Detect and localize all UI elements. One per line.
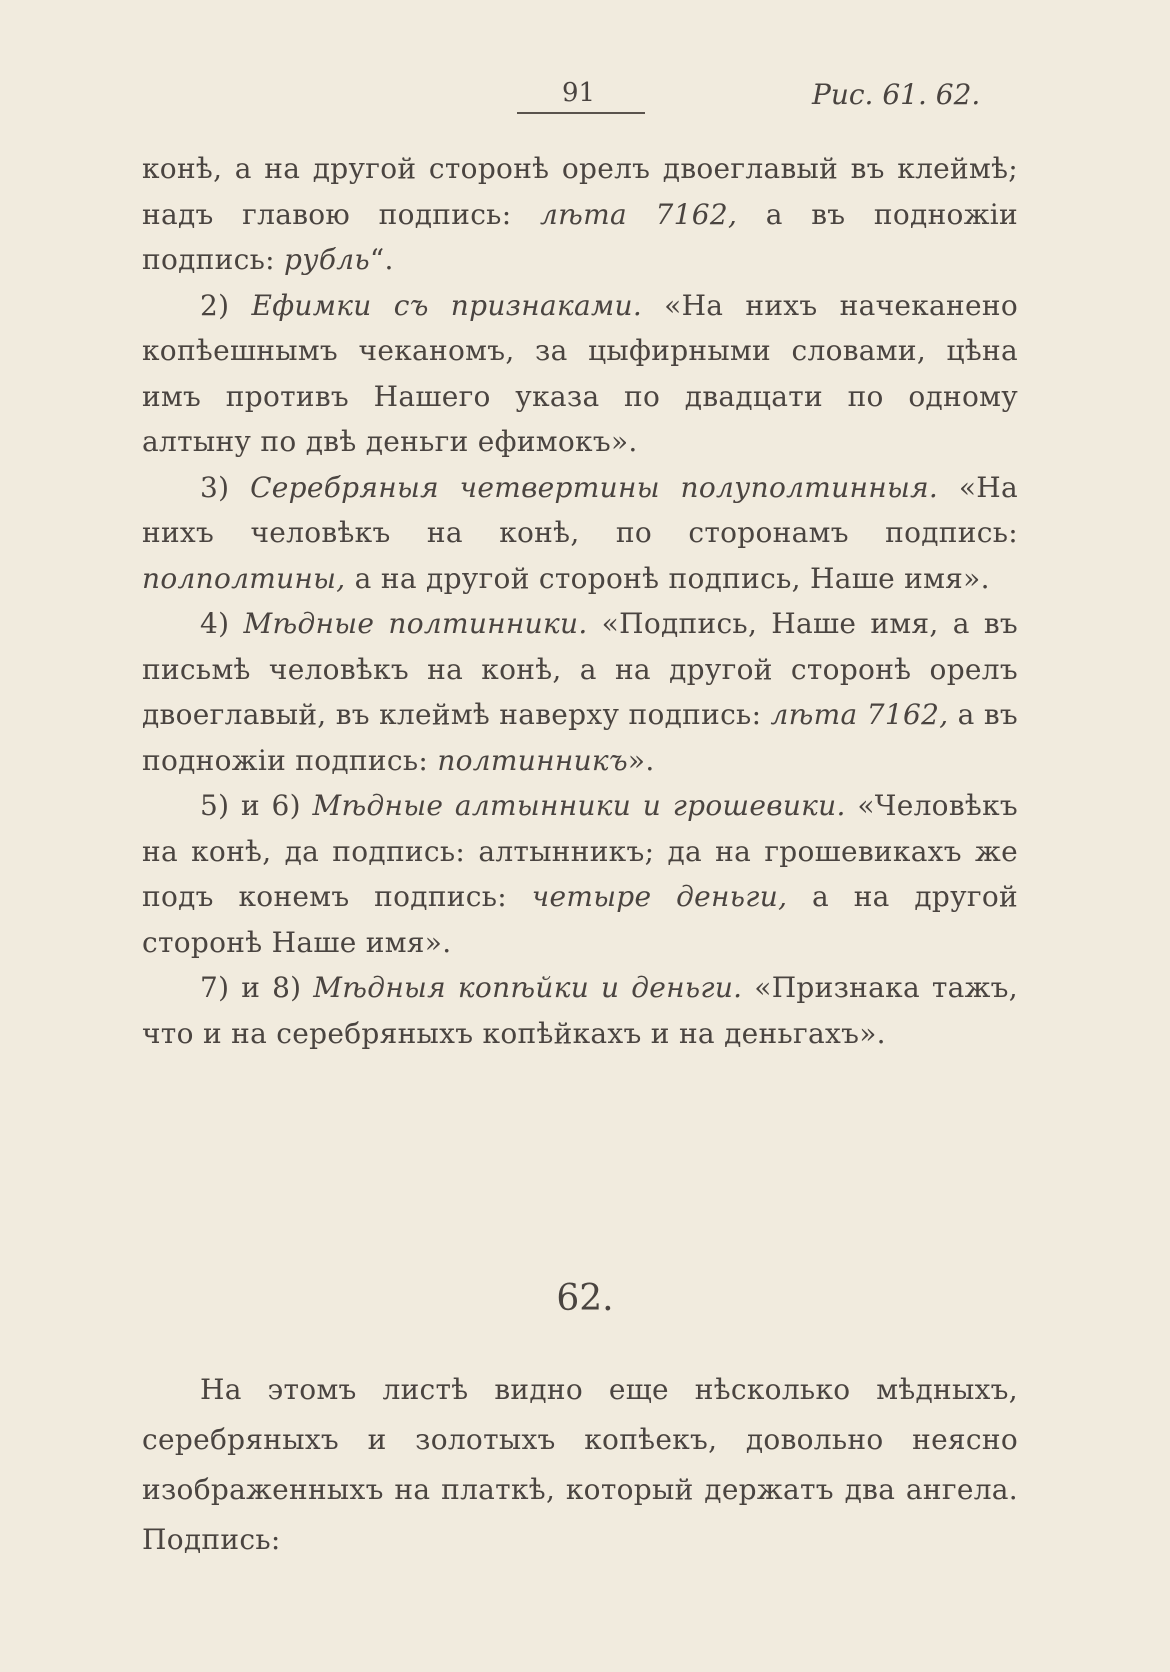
paragraph-2: 2) Ефимки съ признаками. «На нихъ начеканено копѣешнымъ чеканомъ, за цыфирными словами, цѣна имъ противъ Нашего указа по двадцати по одному алтыну по двѣ деньги ефимокъ». [142,288,1018,458]
paragraph-4: 4) Мѣдные полтинники. «Подпись, Наше имя, а въ письмѣ человѣкъ на конѣ, а на другой сторонѣ орелъ двоеглавый, въ клеймѣ наверху подпись: лѣта 7162, а въ подножіи подпись: полтинникъ». [142,607,1019,777]
paragraph-6: 7) и 8) Мѣдныя копѣйки и деньги. «Признака тажъ, что и на серебряныхъ копѣйкахъ и на деньгахъ». [142,971,1018,1050]
section-paragraph: На этомъ листѣ видно еще нѣсколько мѣдныхъ, серебряныхъ и золотыхъ копѣекъ, довольно неясно изображенныхъ на платкѣ, который держатъ два ангела. Подпись: [142,1373,1018,1556]
running-head: Рис. 61. 62. [812,78,981,111]
section-number: 62. [556,1278,614,1319]
main-text [142,146,1018,1056]
paragraph-5: 5) и 6) Мѣдные алтынники и грошевики. «Человѣкъ на конѣ, да подпись: алтынникъ; да на грошевикахъ же подъ конемъ подпись: четыре деньги, а на другой сторонѣ Наше имя». [142,789,1019,959]
paragraph-3: 3) Серебряныя четвертины полуполтинныя. «На нихъ человѣкъ на конѣ, по сторонамъ подпись: полполтины, а на другой сторонѣ подпись, Наше имя». [142,470,1018,595]
section-text [142,1365,1018,1565]
page-number: 91 [562,78,596,108]
header-rule [517,112,645,114]
page-header [0,78,1170,118]
paragraph-1: конѣ, а на другой сторонѣ орелъ двоеглавый въ клеймѣ; надъ главою подпись: лѣта 7162, а въ подножіи подпись: рубль“. [142,152,1018,276]
